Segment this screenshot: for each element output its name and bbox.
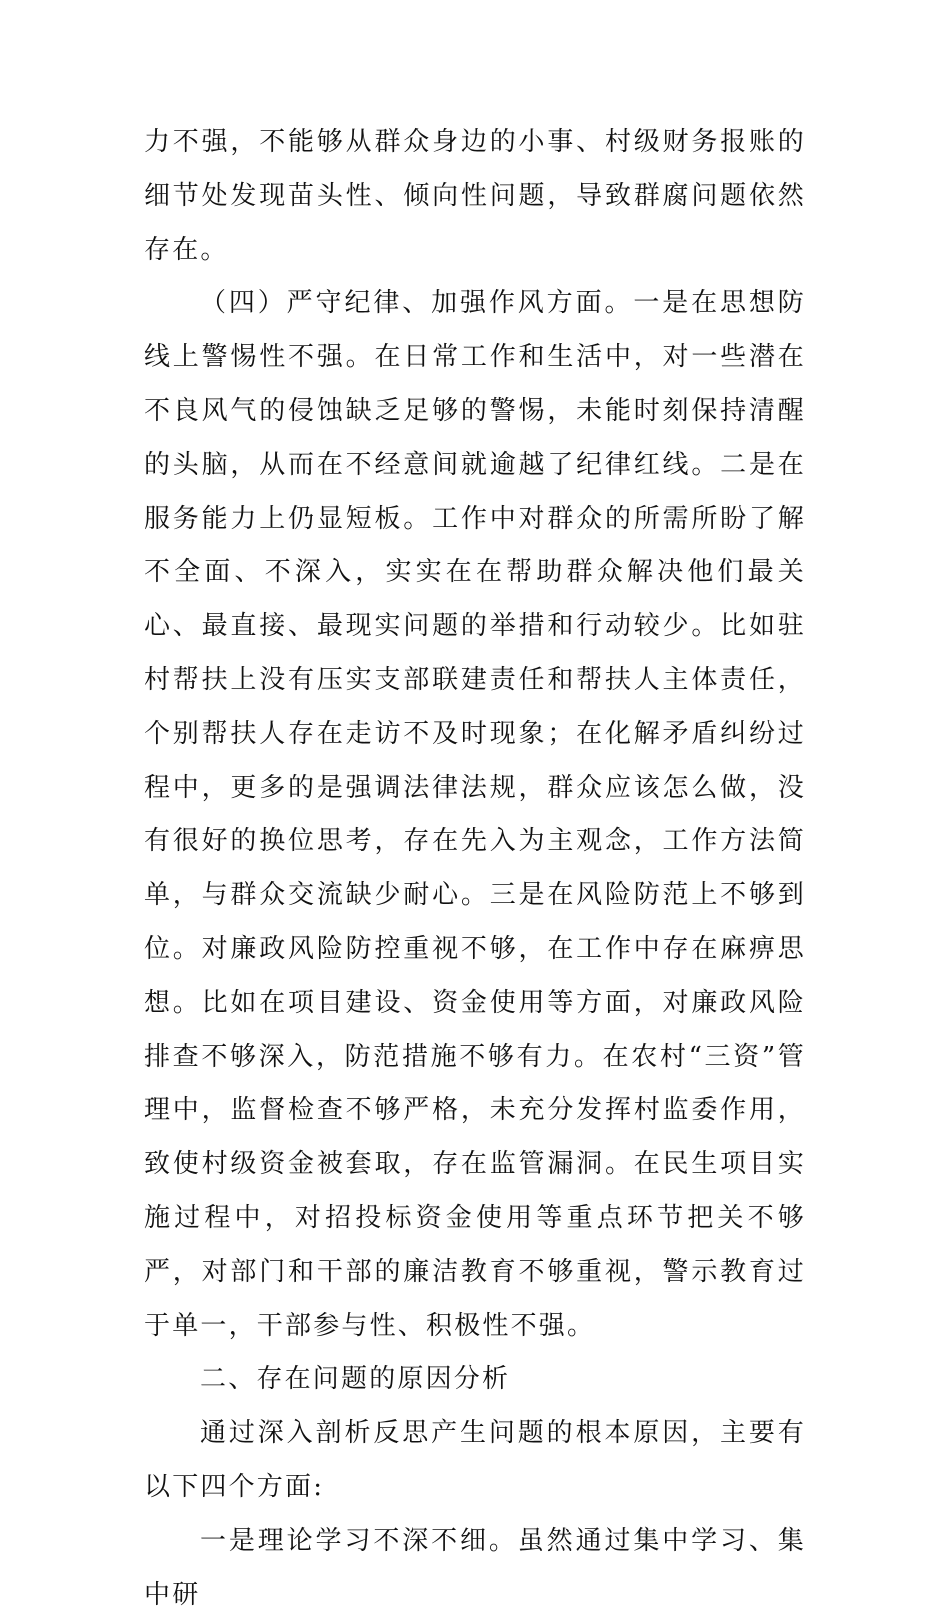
paragraph-discipline-style: （四）严守纪律、加强作风方面。一是在思想防线上警惕性不强。在日常工作和生活中，对一些潜在不良风气的侵蚀缺乏足够的警惕，未能时刻保持清醒的头脑，从而在不经意间就逾越了纪律红线。二是在服务能力上仍显短板。工作中对群众的所需所盼了解不全面、不深入，实实在在帮助群众解决他们最关心、最直接、最现实问题的举措和行动较少。比如驻村帮扶上没有压实支部联建责任和帮扶人主体责任，个别帮扶人存在走访不及时现象；在化解矛盾纠纷过程中，更多的是强调法律法规，群众应该怎么做，没有很好的换位思考，存在先入为主观念，工作方法简单，与群众交流缺少耐心。三是在风险防范上不够到位。对廉政风险防控重视不够，在工作中存在麻痹思想。比如在项目建设、资金使用等方面，对廉政风险排查不够深入，防范措施不够有力。在农村“三资”管理中，监督检查不够严格，未充分发挥村监委作用，致使村级资金被套取，存在监管漏洞。在民生项目实施过程中，对招投标资金使用等重点环节把关不够严，对部门和干部的廉洁教育不够重视，警示教育过于单一，干部参与性、积极性不强。 (144, 288, 806, 1341)
paragraph-continuation: 力不强，不能够从群众身边的小事、村级财务报账的细节处发现苗头性、倾向性问题，导致群腐问题依然存在。 (144, 127, 806, 265)
document-body (144, 116, 806, 1622)
paragraph-theory-study: 一是理论学习不深不细。虽然通过集中学习、集中研 (144, 1525, 806, 1610)
section-heading-cause-analysis: 二、存在问题的原因分析 (200, 1364, 511, 1395)
paragraph-cause-intro: 通过深入剖析反思产生问题的根本原因，主要有以下四个方面: (144, 1418, 806, 1502)
